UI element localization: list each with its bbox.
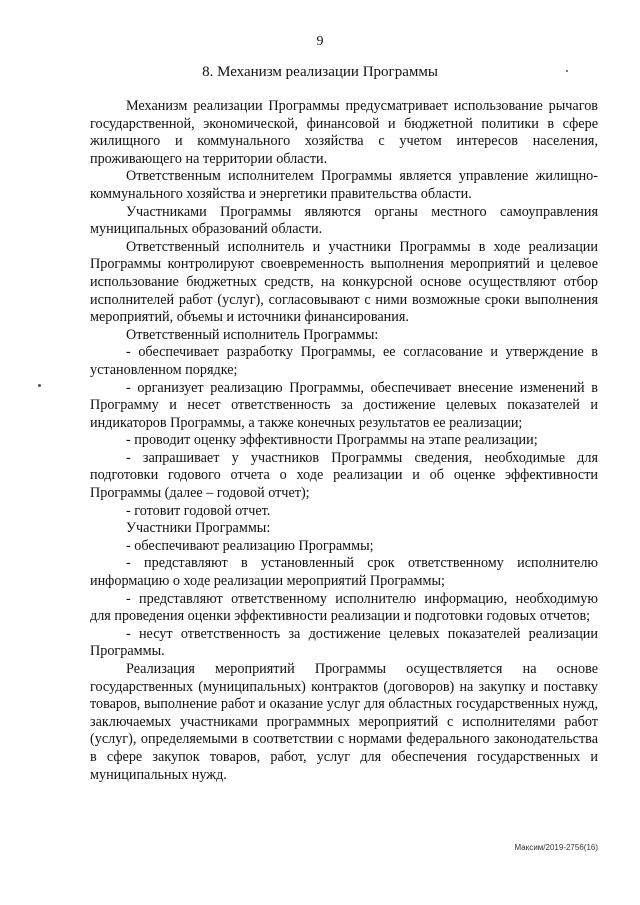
list-item: - запрашивает у участников Программы сведения, необходимые для подготовки годового отчета о ходе реализации и об оценке эффективности Программы (далее – годовой отчет); [90, 449, 598, 502]
scan-speck [38, 384, 41, 387]
list-item: - обеспечивает разработку Программы, ее согласование и утверждение в установленном порядке; [90, 344, 598, 378]
paragraph-participants-heading: Участники Программы: [126, 520, 271, 537]
list-item: - проводит оценку эффективности Программы на этапе реализации; [126, 432, 538, 449]
paragraph-participants: Участниками Программы являются органы местного самоуправления муниципальных образований области. [90, 203, 598, 238]
document-body [90, 98, 598, 784]
paragraph-mechanism: Механизм реализации Программы предусматривает использование рычагов государственной, экономической, финансовой и бюджетной политики в сфере жилищного и коммунального хозяйства с учетом интересов населения, проживающего на территории области. [90, 98, 598, 167]
list-item: - организует реализацию Программы, обеспечивает внесение изменений в Программу и несет ответственность за достижение целевых показателей и индикаторов Программы, а также конечных результатов ее реализации; [90, 379, 598, 431]
list-item: - готовит годовой отчет. [126, 502, 271, 519]
paragraph-executor-heading: Ответственный исполнитель Программы: [126, 326, 379, 343]
scan-speck [566, 70, 568, 72]
list-item: - обеспечивают реализацию Программы; [126, 537, 374, 554]
section-heading: 8. Механизм реализации Программы [202, 64, 438, 80]
list-item: - представляют в установленный срок ответственному исполнителю информацию о ходе реализации мероприятий Программы; [90, 555, 598, 590]
list-item: - несут ответственность за достижение целевых показателей реализации Программы. [90, 625, 598, 660]
paragraph-control: Ответственный исполнитель и участники Программы в ходе реализации Программы контролируют своевременность выполнения мероприятий и целевое использование бюджетных средств, на конкурсной основе осуществляют отбор исполнителей работ (услуг), согласовывают с ними возможные сроки выполнения мероприятий, объемы и источники финансирования. [90, 238, 598, 326]
page-number: 9 [316, 34, 324, 49]
document-code: Максим/2019-2756(16) [514, 843, 598, 852]
paragraph-responsible-executor: Ответственным исполнителем Программы является управление жилищно-коммунального хозяйства и энергетики правительства области. [90, 168, 598, 202]
list-item: - представляют ответственному исполнителю информацию, необходимую для проведения оценки эффективности реализации и подготовки годовых отчетов; [90, 590, 598, 625]
paragraph-implementation: Реализация мероприятий Программы осуществляется на основе государственных (муниципальных) контрактов (договоров) на закупку и поставку товаров, выполнение работ и оказание услуг для областных государственных нужд, заключаемых участниками программных мероприятий с исполнителями работ (услуг), определяемыми в соответствии с нормами федерального законодательства в сфере закупок товаров, работ, услуг для обеспечения государственных и муниципальных нужд. [90, 661, 598, 783]
